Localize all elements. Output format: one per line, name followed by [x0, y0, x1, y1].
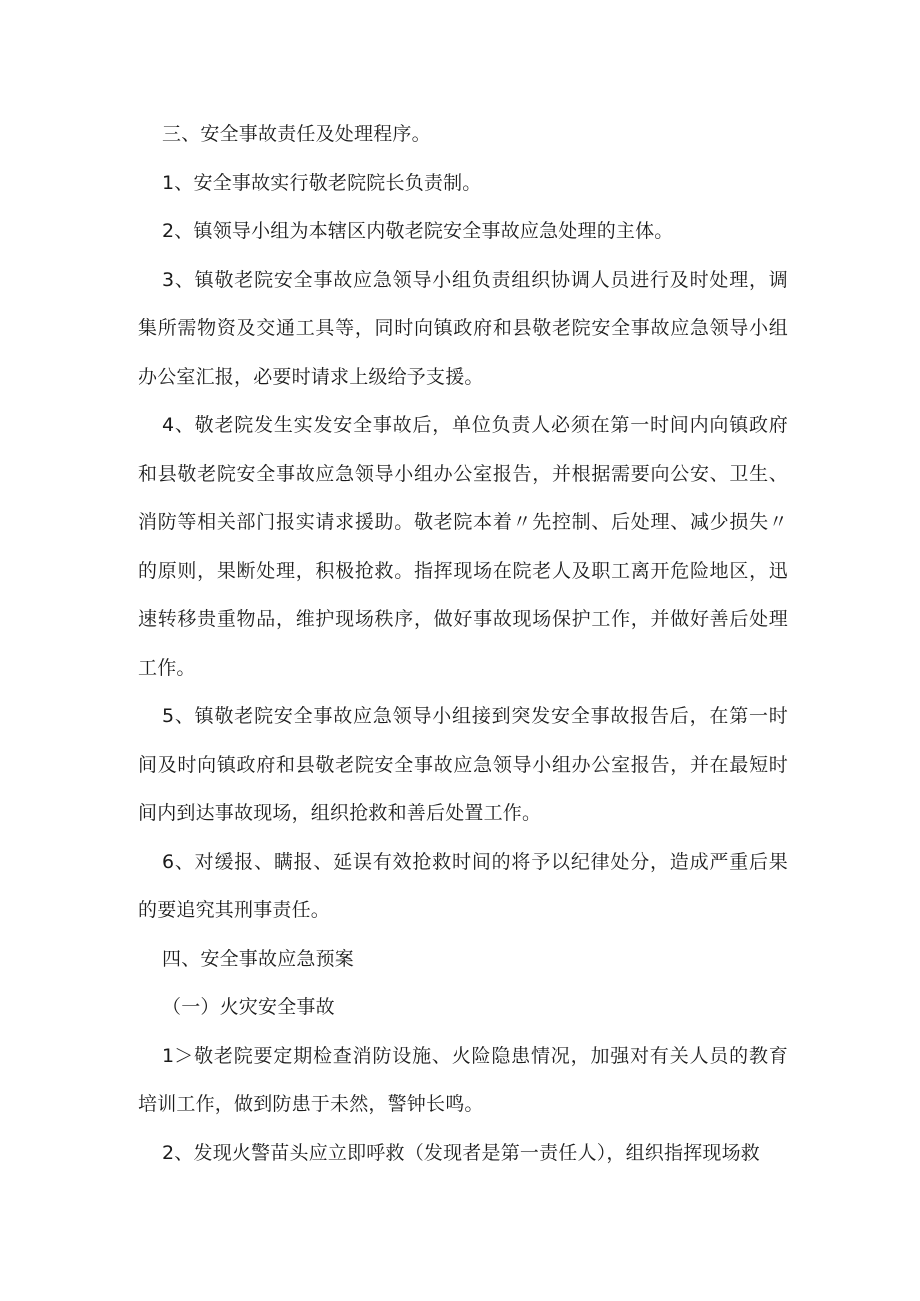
paragraph-item-4: 4、敬老院发生实发安全事故后，单位负责人必须在第一时间内向镇政府和县敬老院安全事故应急领导小组办公室报告，并根据需要向公安、卫生、消防等相关部门报实请求援助。敬老院本着〃先控制、后处理、减少损失〃的原则，果断处理，积极抢救。指挥现场在院老人及职工离开危险地区，迅速转移贵重物品，维护现场秩序，做好事故现场保护工作，并做好善后处理工作。	[138, 414, 788, 679]
paragraph-item-2: 2、镇领导小组为本辖区内敬老院安全事故应急处理的主体。	[162, 220, 674, 242]
fire-item-1: 1＞敬老院要定期检查消防设施、火险隐患情况，加强对有关人员的教育培训工作，做到防患于未然，警钟长鸣。	[138, 1044, 788, 1115]
paragraph-item-3: 3、镇敬老院安全事故应急领导小组负责组织协调人员进行及时处理，调集所需物资及交通工具等，同时向镇政府和县敬老院安全事故应急领导小组办公室汇报，必要时请求上级给予支援。	[138, 268, 788, 388]
paragraph-item-5: 5、镇敬老院安全事故应急领导小组接到突发安全事故报告后，在第一时间及时向镇政府和县敬老院安全事故应急领导小组办公室报告，并在最短时间内到达事故现场，组织抢救和善后处置工作。	[138, 705, 788, 824]
paragraph-item-1: 1、安全事故实行敬老院院长负责制。	[162, 171, 482, 194]
document-body	[138, 110, 788, 1177]
paragraph-item-6: 6、对缓报、瞒报、延误有效抢救时间的将予以纪律处分，造成严重后果的要追究其刑事责任。	[138, 850, 788, 921]
subsection-heading-fire: （一）火灾安全事故	[162, 996, 335, 1018]
fire-item-2: 2、发现火警苗头应立即呼救（发现者是第一责任人），组织指挥现场救	[162, 1141, 760, 1164]
section-heading-4: 四、安全事故应急预案	[162, 947, 355, 970]
section-heading-3: 三、安全事故责任及处理程序。	[162, 123, 431, 145]
